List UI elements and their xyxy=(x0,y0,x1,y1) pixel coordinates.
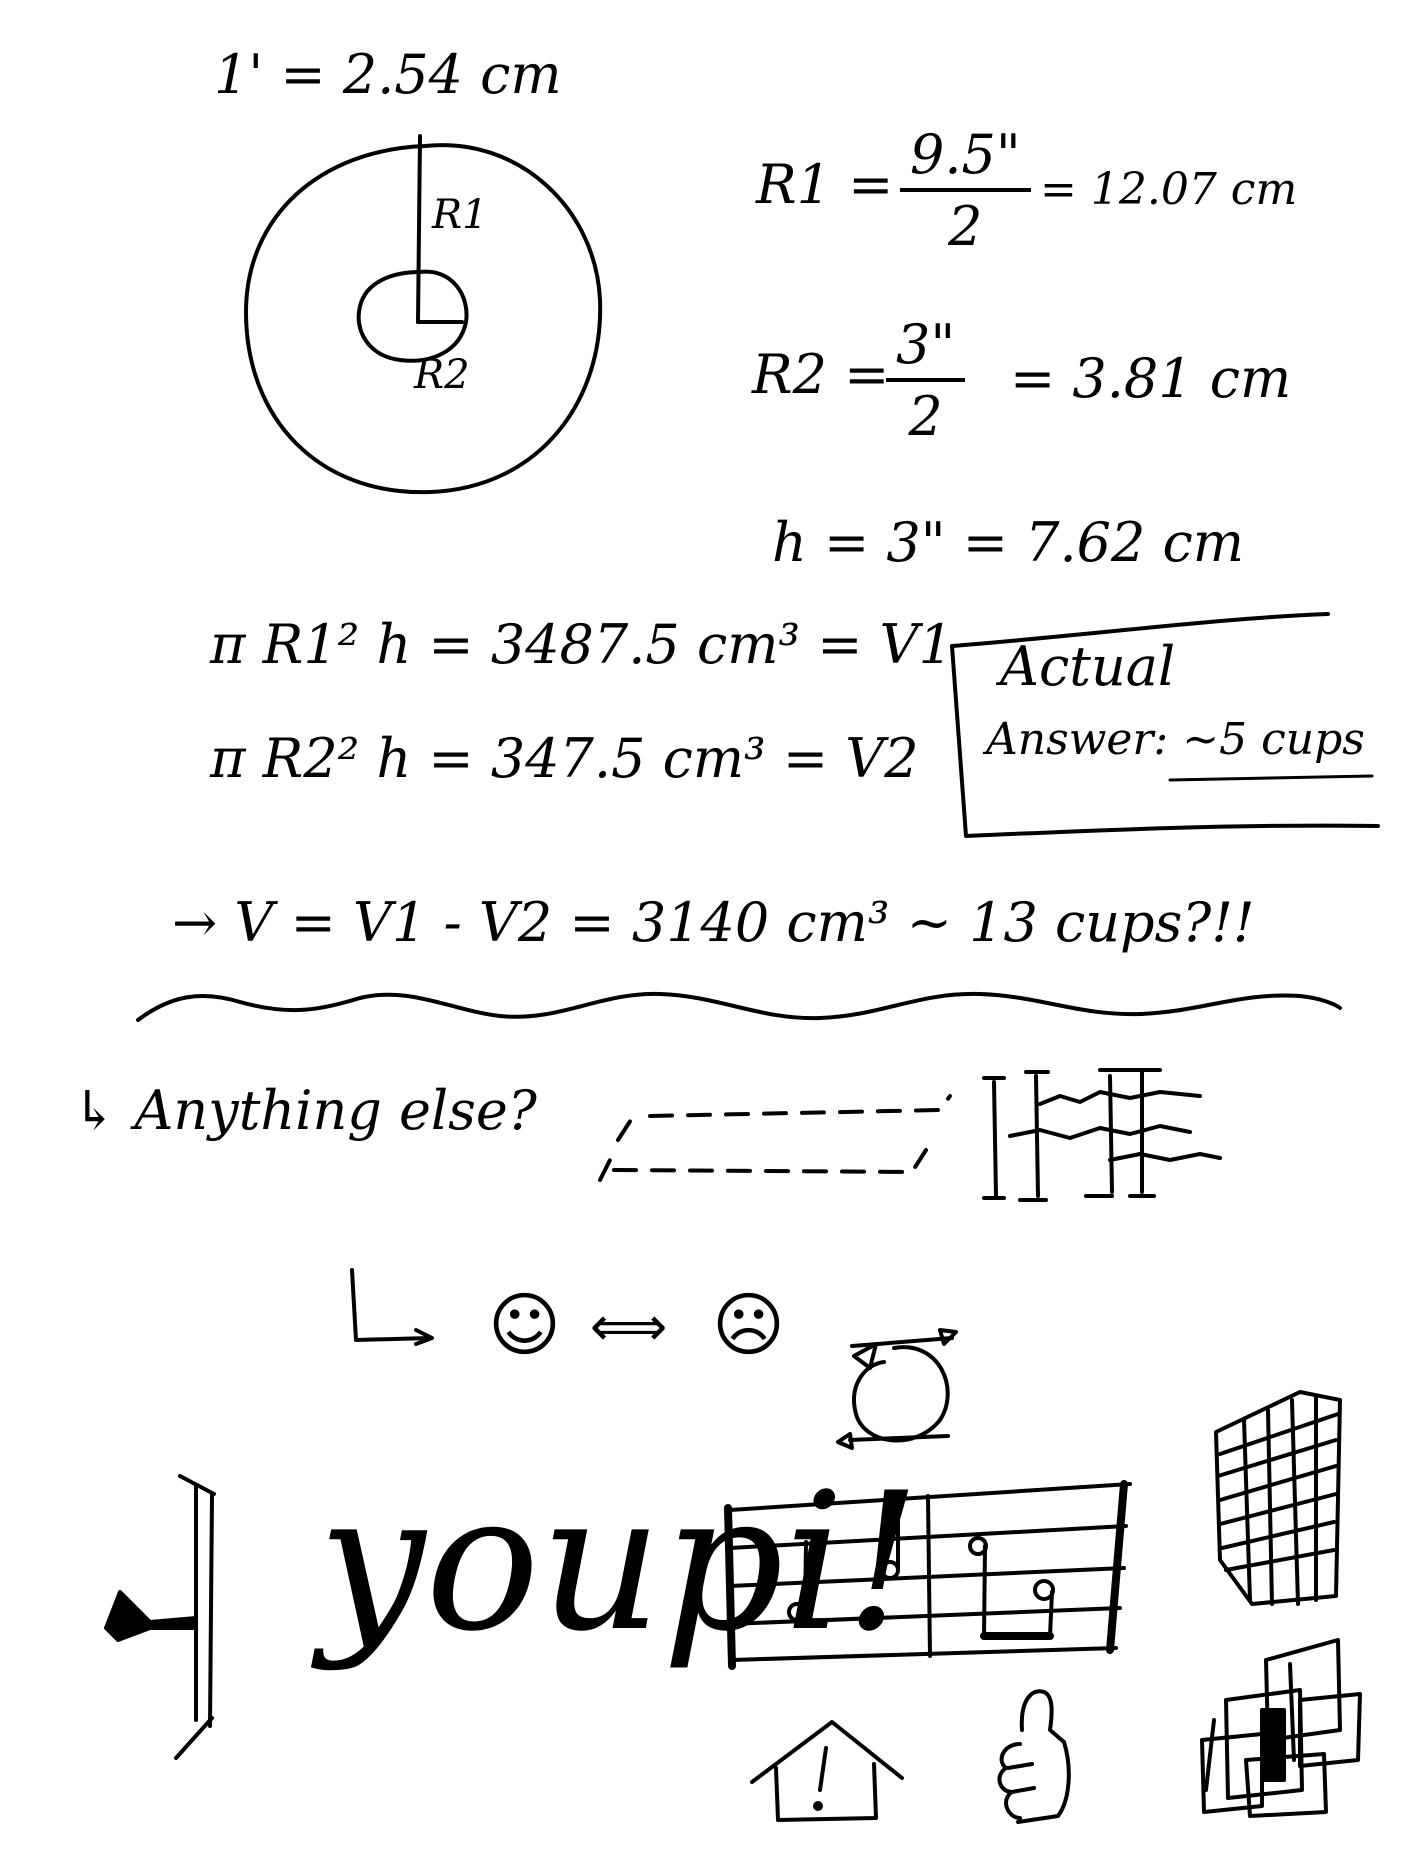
frown-icon: ☹ xyxy=(712,1284,785,1366)
r2-fraction xyxy=(886,313,965,448)
building-sketch-icon xyxy=(1216,1392,1340,1604)
r2-result: = 3.81 cm xyxy=(1010,347,1292,410)
actual-label: Actual xyxy=(1000,635,1176,698)
v1-equation: π R1² h = 3487.5 cm³ = V1 xyxy=(210,613,953,676)
r1-numerator: 9.5" xyxy=(900,128,1031,192)
r1-result: = 12.07 cm xyxy=(1040,164,1298,215)
thumbs-up-icon xyxy=(999,1691,1068,1822)
volume-difference: → V = V1 - V2 = 3140 cm³ ~ 13 cups?!! xyxy=(172,891,1255,954)
house-alert-icon xyxy=(752,1722,902,1820)
r2-lhs: R2 = xyxy=(752,343,890,406)
anything-else-prompt: ↳ Anything else? xyxy=(72,1079,537,1142)
door-wall-icon xyxy=(106,1476,214,1758)
ladder-grid-icon xyxy=(984,1070,1220,1200)
r1-lhs: R1 = xyxy=(756,153,894,216)
youpi-exclamation: youpi! xyxy=(318,1452,921,1673)
h-equation: h = 3" = 7.62 cm xyxy=(772,511,1244,574)
wavy-divider xyxy=(138,994,1340,1020)
rotate-arrow-icon xyxy=(838,1330,956,1448)
r2-label: R2 xyxy=(414,352,470,398)
actual-answer: Answer: ~5 cups xyxy=(986,714,1365,765)
dashed-box-icon xyxy=(600,1096,950,1180)
r1-denominator: 2 xyxy=(948,195,983,258)
stacked-boxes-icon xyxy=(1202,1640,1360,1816)
swap-arrow-icon: ⟺ xyxy=(590,1295,668,1358)
r1-label: R1 xyxy=(432,192,488,238)
v2-equation: π R2² h = 347.5 cm³ = V2 xyxy=(210,727,919,790)
corner-arrow-icon xyxy=(352,1270,432,1344)
r2-denominator: 2 xyxy=(908,385,943,448)
smiley-icon: ☺ xyxy=(488,1284,561,1366)
r1-fraction xyxy=(900,123,1031,258)
r2-numerator: 3" xyxy=(886,318,965,382)
annulus-diagram-icon xyxy=(246,136,600,492)
conversion-note: 1' = 2.54 cm xyxy=(214,43,562,106)
